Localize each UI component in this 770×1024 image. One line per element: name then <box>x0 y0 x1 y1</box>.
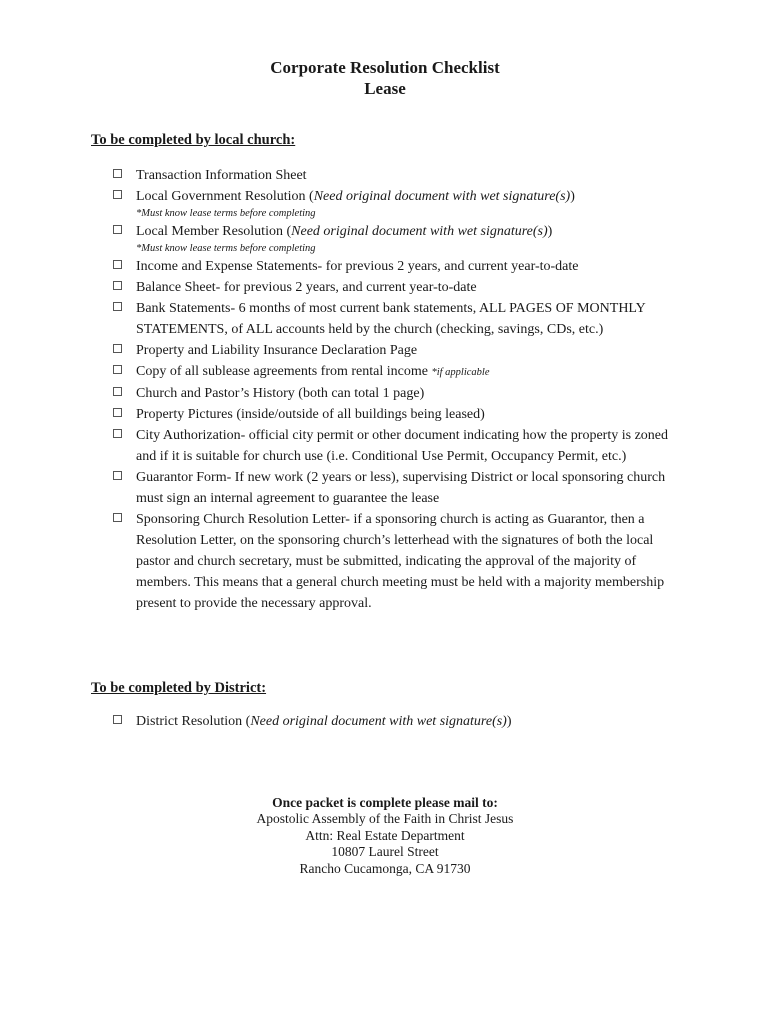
district-section-heading: To be completed by District: <box>91 680 267 696</box>
mailing-city: Rancho Cucamonga, CA 91730 <box>299 860 471 876</box>
checklist-item <box>0 711 681 732</box>
checklist-item <box>0 383 681 404</box>
checkbox[interactable] <box>113 225 122 234</box>
checklist-item <box>0 361 681 383</box>
checklist-item-text <box>136 425 681 467</box>
checklist-item <box>0 509 681 614</box>
checklist-item-label: Bank Statements- 6 months of most current bank statements, ALL PAGES OF MONTHLY STATEMENTS, of ALL accounts held by the church (checking, savings, CDs, etc.) <box>136 301 646 337</box>
checklist-item <box>0 467 681 509</box>
checklist-item-note: *Must know lease terms before completing <box>136 208 316 219</box>
checklist-item-text <box>136 509 681 614</box>
checklist-item <box>0 221 681 257</box>
checklist-item <box>0 340 681 361</box>
checkbox[interactable] <box>113 429 122 438</box>
checklist-item-label: Sponsoring Church Resolution Letter- if a sponsoring church is acting as Guarantor, then a Resolution Letter, on the sponsoring church’s letterhead with the signatures of both the local pastor and church secretary, must be submitted, indicating the approval of the majority of members. This means that a general church meeting must be held with a majority membership present to provide the necessary approval. <box>136 512 665 611</box>
checklist-item-text <box>136 298 681 340</box>
checklist-item-close-paren: ) <box>547 224 553 239</box>
checklist-item-text <box>136 277 681 298</box>
document-title: Corporate Resolution Checklist <box>270 58 500 77</box>
checklist-item <box>0 186 681 222</box>
district-checklist <box>0 711 770 732</box>
checkbox[interactable] <box>113 387 122 396</box>
checklist-item-label: Church and Pastor’s History (both can total 1 page) <box>136 386 425 401</box>
checklist-item-label: Property and Liability Insurance Declaration Page <box>136 343 418 358</box>
checklist-item-label: Transaction Information Sheet <box>136 168 307 183</box>
checkbox[interactable] <box>113 513 122 522</box>
checklist-item-text <box>136 467 681 509</box>
checklist-item-text <box>136 711 681 732</box>
checklist-item-qualifier: Need original document with wet signature(s) <box>291 224 548 239</box>
checkbox[interactable] <box>113 344 122 353</box>
checklist-item-label: Income and Expense Statements- for previous 2 years, and current year-to-date <box>136 259 579 274</box>
mailing-address-block <box>0 795 770 877</box>
local-checklist <box>0 165 770 614</box>
checklist-item-note: *Must know lease terms before completing <box>136 243 316 254</box>
checkbox[interactable] <box>113 471 122 480</box>
checkbox[interactable] <box>113 260 122 269</box>
mailing-organization: Apostolic Assembly of the Faith in Christ Jesus <box>256 811 514 827</box>
checklist-item-qualifier: *if applicable <box>431 367 490 378</box>
checklist-item-text <box>136 186 681 207</box>
checklist-item-text <box>136 340 681 361</box>
mailing-heading: Once packet is complete please mail to: <box>272 795 498 810</box>
checklist-item-label: Local Member Resolution ( <box>136 224 292 239</box>
checklist-item <box>0 165 681 186</box>
checklist-item-label: Local Government Resolution ( <box>136 189 314 204</box>
checklist-item-label: Guarantor Form- If new work (2 years or less), supervising District or local sponsoring church must sign an internal agreement to guarantee the lease <box>136 470 666 506</box>
checklist-item-label: City Authorization- official city permit or other document indicating how the property is zoned and if it is suitable for church use (i.e. Conditional Use Permit, Occupancy Permit, etc.) <box>136 428 668 464</box>
checklist-item-close-paren: ) <box>570 189 575 204</box>
local-section-heading: To be completed by local church: <box>91 132 296 148</box>
mailing-attention: Attn: Real Estate Department <box>305 827 465 843</box>
checklist-item-text <box>136 383 681 404</box>
checklist-item <box>0 277 681 298</box>
mailing-street: 10807 Laurel Street <box>331 844 439 860</box>
checkbox[interactable] <box>113 281 122 290</box>
checklist-item <box>0 404 681 425</box>
checkbox[interactable] <box>113 302 122 311</box>
checklist-item-text <box>136 404 681 425</box>
checklist-item-text <box>136 256 681 277</box>
checkbox[interactable] <box>113 365 122 374</box>
checkbox[interactable] <box>113 408 122 417</box>
checklist-item-text <box>136 361 681 383</box>
checklist-item-label: Balance Sheet- for previous 2 years, and current year-to-date <box>136 280 477 295</box>
checklist-item-close-paren: ) <box>506 714 512 729</box>
checkbox[interactable] <box>113 190 122 199</box>
checklist-item-label: Property Pictures (inside/outside of all buildings being leased) <box>136 407 485 422</box>
checklist-item-text <box>136 221 681 242</box>
checklist-item <box>0 298 681 340</box>
checkbox[interactable] <box>113 715 122 724</box>
checklist-item-qualifier: Need original document with wet signature(s) <box>250 714 507 729</box>
checklist-item-qualifier: Need original document with wet signature(s) <box>313 189 571 204</box>
checkbox[interactable] <box>113 169 122 178</box>
checklist-item <box>0 256 681 277</box>
checklist-item-label: Copy of all sublease agreements from rental income <box>136 364 432 379</box>
document-subtitle: Lease <box>364 79 406 98</box>
checklist-item <box>0 425 681 467</box>
checklist-item-text <box>136 165 681 186</box>
checklist-item-label: District Resolution ( <box>136 714 251 729</box>
